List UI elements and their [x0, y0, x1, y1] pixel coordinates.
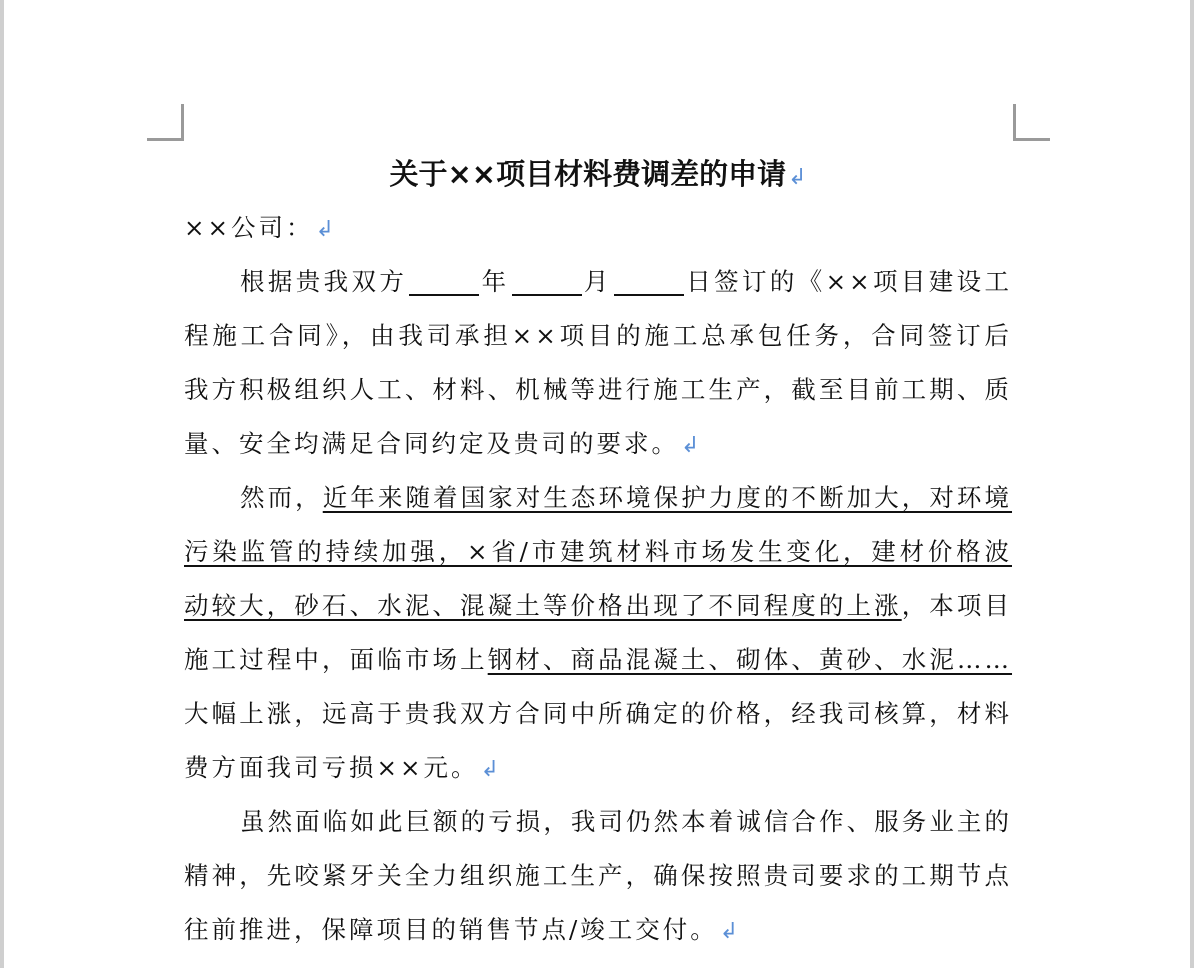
text-run: ，本项目 — [901, 591, 1012, 620]
paragraph-mark-icon: ↲ — [719, 919, 742, 944]
paragraph-2-line-1[interactable] — [184, 471, 1012, 525]
paragraph-mark-icon: ↲ — [315, 217, 337, 242]
crop-mark-top-left — [147, 104, 184, 141]
date-blank-month[interactable] — [512, 266, 582, 296]
underlined-text: 动较大，砂石、水泥、混凝土等价格出现了不同程度的上涨 — [184, 591, 902, 620]
text-run: 费方面我司亏损××元。 — [184, 753, 479, 782]
title-text: 关于××项目材料费调差的申请 — [389, 157, 787, 191]
paragraph-mark-icon: ↲ — [681, 433, 703, 458]
text-run: 量、安全均满足合同约定及贵司的要求。 — [184, 429, 679, 458]
paragraph-2-line-4[interactable] — [184, 633, 1012, 687]
salutation[interactable] — [184, 201, 1012, 257]
date-blank-year[interactable] — [409, 266, 479, 296]
paragraph-3-line-1[interactable]: 虽然面临如此巨额的亏损，我司仍然本着诚信合作、服务业主的 — [240, 807, 1012, 836]
paragraph-mark-icon: ↲ — [480, 757, 502, 782]
paragraph-2-line-5[interactable]: 大幅上涨，远高于贵我双方合同中所确定的价格，经我司核算，材料 — [184, 699, 1012, 728]
paragraph-1-line-4[interactable] — [184, 417, 1012, 473]
document-title[interactable] — [184, 152, 1012, 200]
paragraph-1-line-1[interactable] — [184, 255, 1012, 309]
text-run: 月 — [583, 267, 612, 296]
paragraph-2-line-6[interactable] — [184, 741, 1012, 797]
paragraph-mark-icon: ↲ — [788, 165, 807, 190]
date-blank-day[interactable] — [614, 266, 684, 296]
paragraph-1-line-3[interactable]: 我方积极组织人工、材料、机械等进行施工生产，截至目前工期、质 — [184, 375, 1012, 404]
text-run: 施工过程中，面临市场上 — [184, 645, 488, 674]
text-run: 往前推进，保障项目的销售节点/竣工交付。 — [184, 915, 718, 944]
page-edge-left — [0, 0, 4, 968]
paragraph-2-line-3[interactable] — [184, 579, 1012, 633]
underlined-text: 近年来随着国家对生态环境保护力度的不断加大，对环境 — [322, 483, 1013, 512]
text-run: 年 — [481, 267, 510, 296]
paragraph-1-line-2[interactable]: 程施工合同》，由我司承担××项目的施工总承包任务，合同签订后 — [184, 321, 1012, 350]
paragraph-3-line-2[interactable]: 精神，先咬紧牙关全力组织施工生产，确保按照贵司要求的工期节点 — [184, 861, 1012, 890]
text-run: 根据贵我双方 — [240, 267, 408, 296]
underlined-text: 钢材、商品混凝土、砌体、黄砂、水泥…… — [487, 645, 1013, 674]
page-edge-right — [1190, 0, 1194, 968]
paragraph-2-line-2[interactable]: 污染监管的持续加强，×省/市建筑材料市场发生变化，建材价格波 — [184, 537, 1012, 566]
text-run: 日签订的《××项目建设工 — [685, 267, 1013, 296]
paragraph-3-line-3[interactable] — [184, 903, 1012, 959]
crop-mark-top-right — [1013, 104, 1050, 141]
text-run: 然而， — [240, 483, 323, 512]
salutation-text: ××公司： — [184, 213, 314, 242]
